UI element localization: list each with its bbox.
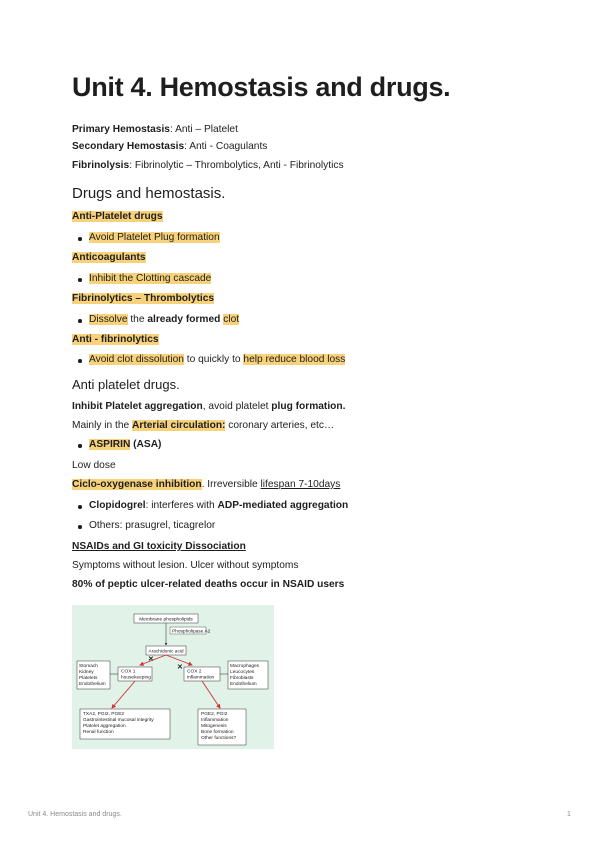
cox-pathway-svg <box>72 605 274 749</box>
right-cell-0: Macrophages <box>230 664 260 669</box>
left-cell-1: Kidney <box>79 670 94 675</box>
fibrinolytics-heading: Fibrinolytics – Thrombolytics <box>72 293 215 304</box>
cox1-label: COX 1 <box>121 669 136 675</box>
section-heading-antiplatelet: Anti platelet drugs. <box>72 377 180 392</box>
inhibition-mark-left: ✕ <box>148 656 154 663</box>
antifibrinolytics-heading: Anti - fibrinolytics <box>72 334 159 345</box>
right-out-1: Inflammation <box>201 718 229 723</box>
arachidonic-label: Arachidonic acid <box>148 649 184 655</box>
inhibition-mark-right: ✕ <box>177 664 183 671</box>
left-cell-3: Endothelium <box>79 682 106 687</box>
inhibit-platelet-line: Inhibit Platelet aggregation, avoid platelet plug formation. <box>72 401 346 412</box>
left-out-1: Gastrointestinal mucosal integrity <box>83 718 154 723</box>
secondary-label: Secondary Hemostasis <box>72 141 185 152</box>
page-title: Unit 4. Hemostasis and drugs. <box>72 72 451 102</box>
right-cell-1: Leucocytes <box>230 670 255 675</box>
left-out-3: Renal function <box>83 730 114 735</box>
right-cell-3: Endothelium <box>230 682 257 687</box>
low-dose-line: Low dose <box>72 460 116 471</box>
fibrinolytics-bullet: Dissolve the already formed clot <box>72 313 239 327</box>
anticoag-bullet: Inhibit the Clotting cascade <box>72 272 211 286</box>
footer-page-number: 1 <box>567 811 571 818</box>
symptoms-line: Symptoms without lesion. Ulcer without symptoms <box>72 560 299 571</box>
clopidogrel-bullet: Clopidogrel: interferes with ADP-mediated aggregation <box>72 499 348 513</box>
left-cell-0: Stomach <box>79 664 98 669</box>
nsaids-heading: NSAIDs and GI toxicity Dissociation <box>72 541 246 552</box>
left-out-0: TXA2, PGI2, PGE2 <box>83 712 125 717</box>
cox-pathway-diagram <box>72 605 274 749</box>
membrane-label: Membrane phospholipids <box>139 617 193 623</box>
left-out-2: Platelet aggregation <box>83 724 126 729</box>
anticoag-heading: Anticoagulants <box>72 252 146 263</box>
primary-hemostasis-line <box>72 123 238 137</box>
fibrinolysis-line <box>72 159 344 173</box>
right-out-3: Bone formation <box>201 730 234 735</box>
antiplatelet-heading: Anti-Platelet drugs <box>72 211 163 222</box>
antiplatelet-bullet: Avoid Platelet Plug formation <box>72 231 220 245</box>
antifibrinolytics-bullet: Avoid clot dissolution to quickly to help reduce blood loss <box>72 353 345 367</box>
fibrinolysis-label: Fibrinolysis <box>72 160 130 171</box>
left-cell-2: Platelets <box>79 676 98 681</box>
secondary-value: : Anti - Coagulants <box>184 141 268 152</box>
fibrinolysis-value: : Fibrinolytic – Thrombolytics, Anti - Fibrinolytics <box>129 160 344 171</box>
right-out-0: PGE2, PGI2 <box>201 712 228 717</box>
section-heading-drugs: Drugs and hemostasis. <box>72 185 226 202</box>
aspirin-bullet: ASPIRIN (ASA) <box>72 438 161 452</box>
right-out-4: Other functions? <box>201 736 237 741</box>
arrow-cox1-to-output <box>112 681 135 708</box>
arrow-cox2-to-output <box>202 681 220 708</box>
pla2-label: Phospholipase A2 <box>172 629 211 635</box>
cox2-sub: inflammation <box>187 675 215 681</box>
footer-title: Unit 4. Hemostasis and drugs. <box>28 811 122 818</box>
primary-value: : Anti – Platelet <box>169 124 238 135</box>
right-cell-2: Fibroblasts <box>230 676 254 681</box>
cox1-sub: housekeeping <box>121 675 151 681</box>
secondary-hemostasis-line <box>72 140 267 154</box>
others-bullet: Others: prasugrel, ticagrelor <box>72 519 215 533</box>
cox-inhibition-line: Ciclo-oxygenase inhibition. Irreversible lifespan 7-10days <box>72 479 341 490</box>
arterial-circulation-line: Mainly in the Arterial circulation: coronary arteries, etc… <box>72 420 335 431</box>
primary-label: Primary Hemostasis <box>72 124 170 135</box>
cox2-label: COX 2 <box>187 669 202 675</box>
right-out-2: Mitogenesis <box>201 724 227 729</box>
deaths-line: 80% of peptic ulcer-related deaths occur in NSAID users <box>72 579 345 590</box>
